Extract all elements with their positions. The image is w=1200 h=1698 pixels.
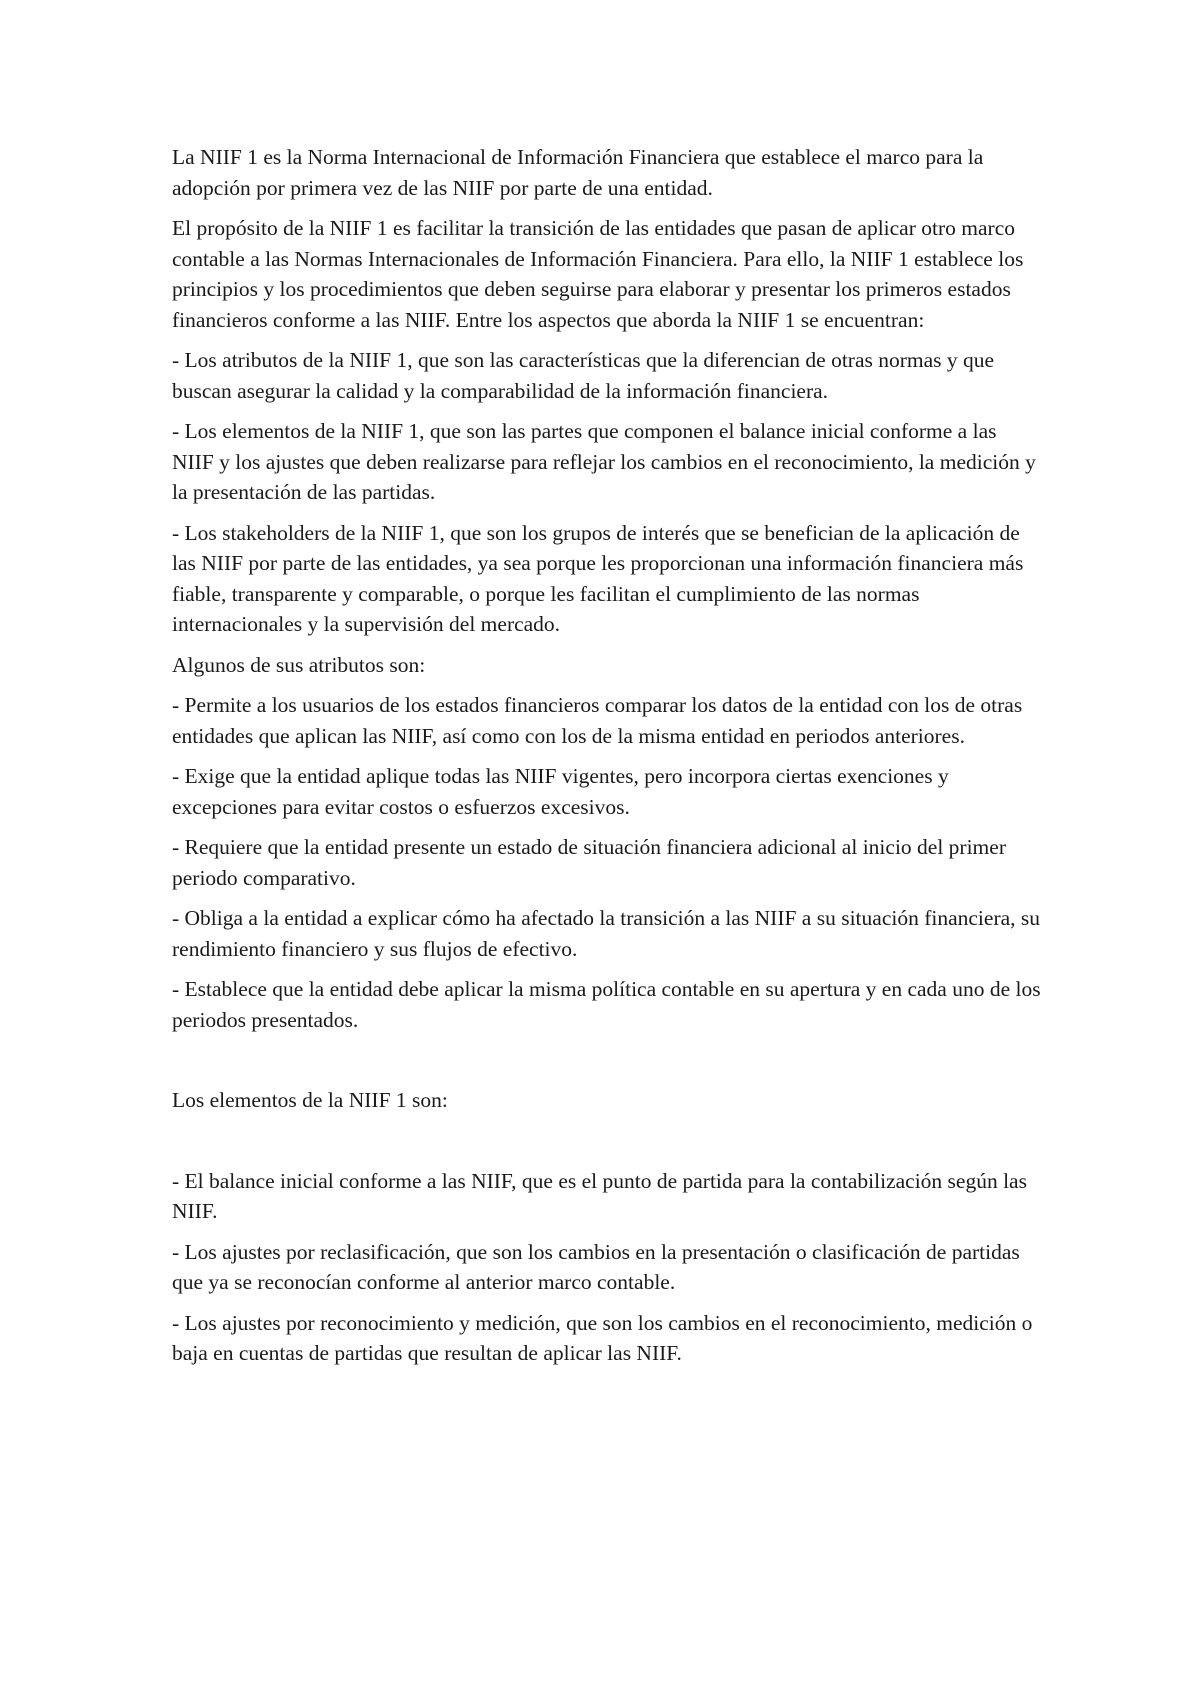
list-item-permite: - Permite a los usuarios de los estados financieros comparar los datos de la entidad con los de otras entidades que aplican las NIIF, así como con los de la misma entidad en periodos anteriores.	[172, 693, 1023, 748]
list-item-atributos: - Los atributos de la NIIF 1, que son las características que la diferencian de otras normas y que buscan asegurar la calidad y la comparabilidad de la información financiera.	[172, 348, 995, 403]
list-item-elementos: - Los elementos de la NIIF 1, que son las partes que componen el balance inicial conforme a las NIIF y los ajustes que deben realizarse para reflejar los cambios en el reconocimiento, la medición y la presentación de las partidas.	[172, 419, 1036, 504]
list-item-requiere: - Requiere que la entidad presente un estado de situación financiera adicional al inicio del primer periodo comparativo.	[172, 835, 1006, 890]
list-item-reconocimiento: - Los ajustes por reconocimiento y medición, que son los cambios en el reconocimiento, medición o baja en cuentas de partidas que resultan de aplicar las NIIF.	[172, 1310, 1033, 1365]
list-item-establece: - Establece que la entidad debe aplicar la misma política contable en su apertura y en cada uno de los periodos presentados.	[172, 977, 1041, 1032]
list-item-obliga: - Obliga a la entidad a explicar cómo ha afectado la transición a las NIIF a su situación financiera, su rendimiento financiero y sus flujos de efectivo.	[172, 906, 1041, 961]
list-item-reclasificacion: - Los ajustes por reclasificación, que son los cambios en la presentación o clasificación de partidas que ya se reconocían conforme al anterior marco contable.	[172, 1239, 1020, 1294]
paragraph-intro: La NIIF 1 es la Norma Internacional de Información Financiera que establece el marco para la adopción por primera vez de las NIIF por parte de una entidad.	[172, 145, 984, 200]
list-item-stakeholders: - Los stakeholders de la NIIF 1, que son los grupos de interés que se benefician de la aplicación de las NIIF por parte de las entidades, ya sea porque les proporcionan una información financiera más fiable, transparente y comparable, o porque les facilitan el cumplimiento de las normas internacionales y la supervisión del mercado.	[172, 520, 1024, 636]
list-item-balance-inicial: - El balance inicial conforme a las NIIF, que es el punto de partida para la contabilización según las NIIF.	[172, 1168, 1027, 1223]
section-heading-elementos: Los elementos de la NIIF 1 son:	[172, 1088, 448, 1112]
list-item-exige: - Exige que la entidad aplique todas las NIIF vigentes, pero incorpora ciertas exenciones y excepciones para evitar costos o esfuerzos excesivos.	[172, 764, 949, 819]
document-body	[172, 142, 1042, 1379]
paragraph-purpose: El propósito de la NIIF 1 es facilitar la transición de las entidades que pasan de aplicar otro marco contable a las Normas Internacionales de Información Financiera. Para ello, la NIIF 1 establece los principios y los procedimientos que deben seguirse para elaborar y presentar los primeros estados financieros conforme a las NIIF. Entre los aspectos que aborda la NIIF 1 se encuentran:	[172, 216, 1024, 332]
section-heading-atributos: Algunos de sus atributos son:	[172, 652, 426, 677]
